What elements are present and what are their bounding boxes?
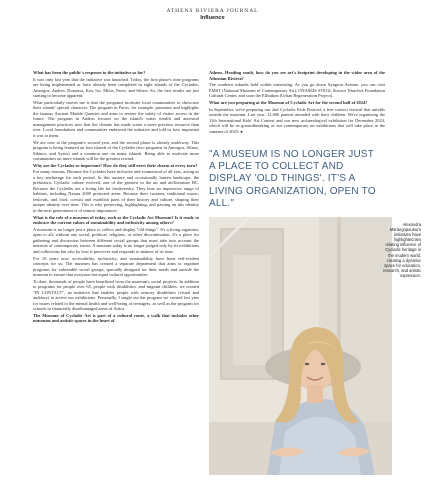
interview-question: What has been the public's response to the initiative so far? (33, 70, 146, 75)
section-label: Influence (200, 15, 225, 21)
left-column (33, 70, 199, 325)
interview-question: Why are the Cyclades so important? How do they still exert their charm at every turn? (33, 162, 198, 168)
interview-answer: In September, we're preparing our 2nd Cycladic Kids Festival, a free contact festival that unfolds outside the museum. Last year, 12,000 parents attended with their children. We're organizing the 11th International Kids' Art Contest and our new archaeological exhibition for December 2024, which will be as groundbreaking as our contemporary art exhibitions that will take place in the summer of 2025. ● (209, 106, 385, 134)
interview-question: Athens. Heading south, how do you see art's footprint developing in the wider area of the Athenian Riviera? (209, 70, 385, 81)
interview-answer: We are now at the program's second year, and the second phase is already underway. This program is being featured on four islands of the Cyclades (two programs in Amorgos, Sifnos, Sikinos, and Syros) and a common one on many islands. Being able to motivate more communities on more islands will be the greatest reward. (33, 139, 199, 162)
photo-caption: Alexandra Marangopoulou's initiatives have highlighted ties relating influence of Cycladic heritage in the modern world, creating a dynamic space for education, research, and artistic expression. (383, 222, 421, 278)
magazine-title: ATHENS RIVIERA JOURNAL (166, 8, 259, 14)
interview-answer: What particularly moves me is that the programs motivate local communities to showcase their islands' special character. The program in Paros, for example, promotes and highlights the famous Ancient Marble Quarries and aims to restore the safety of visitor access in the future. The program in Andros focuses on the island's water wealth and ancestral management practices now that the climate has made water a more precious resource than ever. Local foundations and communities embraced the initiative and told us how important it was to them. (33, 99, 199, 138)
interview-question: What is the role of a museum of today, such as the Cycladic Art Museum? Is it ready to embrace the current values of sustainability and inclusivity among others? (33, 214, 199, 226)
masthead (0, 8, 425, 21)
interview-question: What are you preparing at the Museum of Cycladic Art for the second half of 2024? (209, 99, 368, 105)
interview-answer: For 10 years now, accessibility, inclusivity, and sustainability have been self-evident concepts for us. The museum has created a separate department that aims to organize programs for vulnerable social groups, specially designed for their needs and outside the museum to ensure that everyone has equal cultural opportunities. (33, 255, 199, 277)
portrait-photo (209, 217, 392, 475)
interview-question: The Museum of Cycladic Art is part of a cultural route, a walk that includes other museums and artistic spaces in the heart of (33, 312, 199, 324)
right-column (209, 70, 385, 135)
interview-answer: For many reasons. Because the Cyclades have inclusive and ecumenical of all eras, acting as a key anchorage for each period. In this austere and occasionally barren landscape, the prehistoric Cycladic culture evolved, one of the greatest in the art and art/literature BC. Because the Cyclades are a living lab for biodiversity. They host an impressive range of habitats, including Natura 2000 protected areas. Because their customs, traditional music, festivals, and food, coexist and establish parts of their history and culture, shaping their unique identity over time. This is why preserving, highlighting, and passing on this identity to the next generations is of utmost importance. (33, 169, 199, 213)
interview-answer: It was only last year that the initiative was launched. Today, the first phase's nine programs are being implemented or have already been completed in eight islands of the Cyclades: Amorgos, Andros, Donousa, Kea, Ios, Milos, Paros, and Sifnos. So, the first results are just starting to become apparent. (33, 76, 199, 99)
pull-quote: "A MUSEUM IS NO LONGER JUST A PLACE TO COLLECT AND DISPLAY 'OLD THINGS'. IT'S A LIVING ORGANIZATION, OPEN TO ALL." (209, 149, 376, 209)
interview-answer: The southern suburbs hold within interesting. As you go down Syngrou Avenue, you can visit EMST (National Museum of Contemporary Art), ONASSIS STEGI, Stavros Niarchos Foundation Cultural Center, and soon the Ellinikon (Urban Regeneration Project). (209, 82, 385, 99)
interview-answer: To date, thousands of people have benefitted from the museum's social projects. In addition to programs for people over 65, people with disabilities, and migrant children, we created "IN CONTACT", an initiative that enables people with sensory disabilities (visual and auditory) to access our exhibitions. Personally, I single out the program we created last year for issues related to the mental health and well-being of teenagers, as well as the program for schools in financially disadvantaged areas of Attica. (33, 278, 199, 312)
interview-answer: A museum is no longer just a place to collect and display "old things". It's a living organism, open to all, without any social, political, religious, or other discrimination. It's a place for gathering and discussion between different social groups that must take into account the interests of contemporary issues. A museum today is no longer judged only by its exhibitions and collections but also by how it perceives and responds to matters of its time. (33, 226, 199, 254)
